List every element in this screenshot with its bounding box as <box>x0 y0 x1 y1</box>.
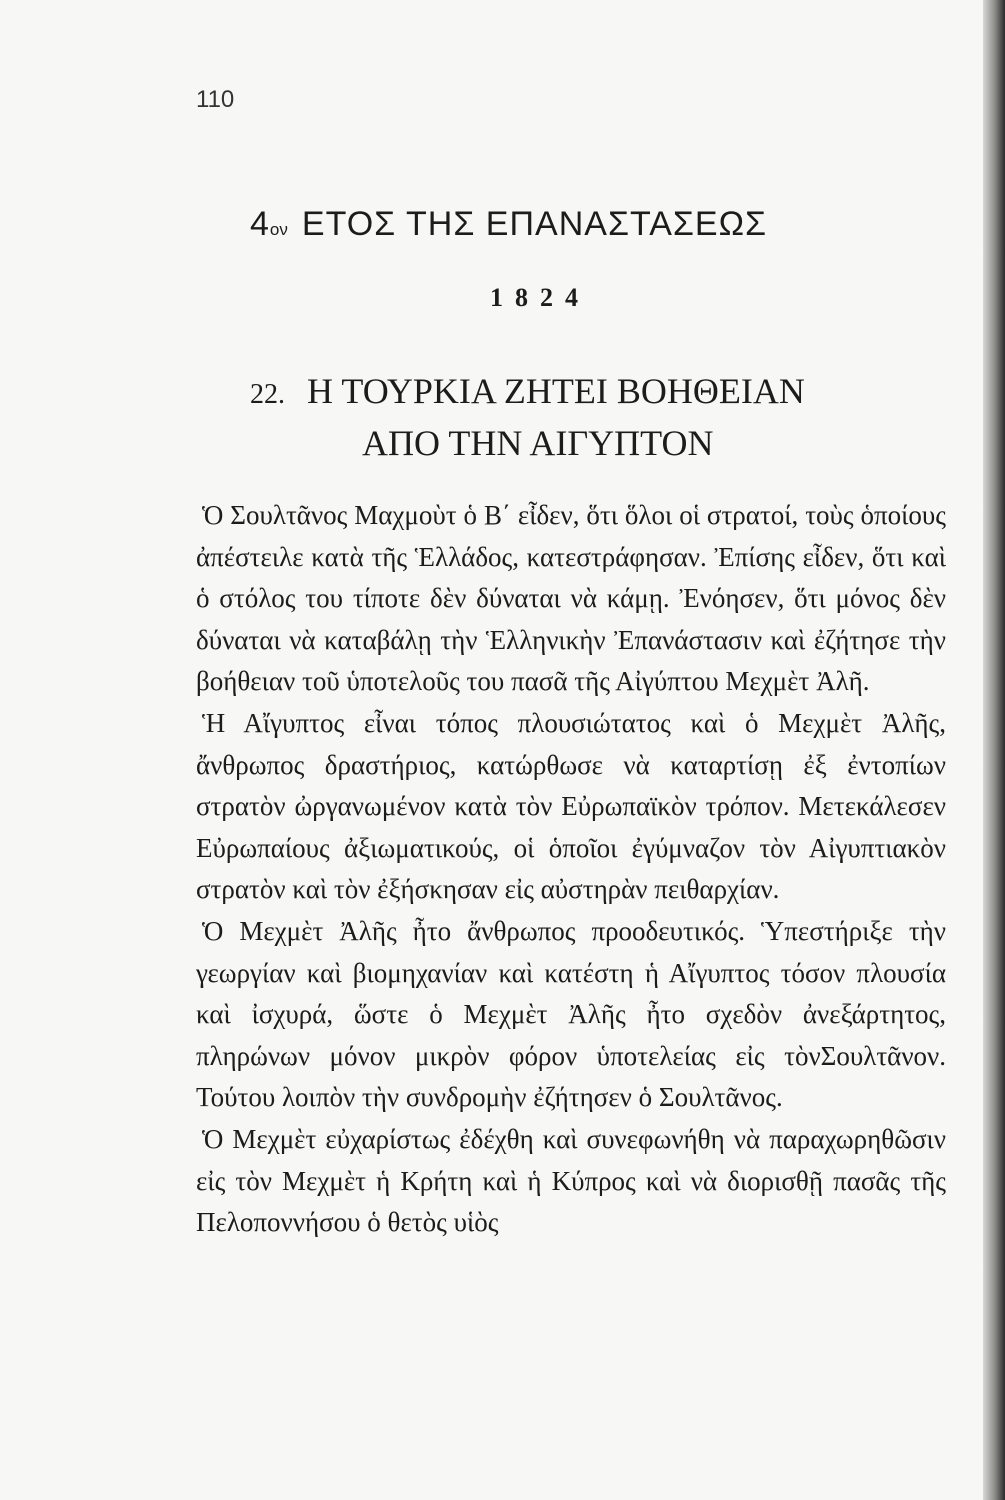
paragraph: Ἡ Αἴγυπτος εἶναι τόπος πλουσιώτατος καὶ ὁ Μεχμὲτ Ἀλῆς, ἄνθρωπος δραστήριος, κατώρθωσε νὰ καταρτίσῃ ἐξ ἐντοπίων στρατὸν ὠργανωμένον κατὰ τὸν Εὐρωπαϊκὸν τρόπον. Μετεκάλεσεν Εὐρωπαίους ἀξιωματικούς, οἱ ὁποῖοι ἐγύμναζον τὸν Αἰγυπτιακὸν στρατὸν καὶ τὸν ἐξήσκησαν εἰς αὐστηρὰν πειθαρχίαν. <box>196 707 946 905</box>
page-edge-shadow <box>983 0 1005 1500</box>
section-heading <box>250 205 767 244</box>
heading-ordinal-suffix: ον <box>269 220 288 239</box>
paragraph: Ὁ Μεχμὲτ εὐχαρίστως ἐδέχθη καὶ συνεφωνήθη νὰ παραχωρηθῶσιν εἰς τὸν Μεχμὲτ ἡ Κρήτη καὶ ἡ Κύπρος καὶ νὰ διορισθῇ πασᾶς τῆς Πελοποννήσου ὁ θετὸς υἱὸς <box>196 1123 946 1238</box>
chapter-title <box>250 367 870 467</box>
page-number: 110 <box>196 86 235 113</box>
chapter-title-line2: ΑΠΟ ΤΗΝ ΑΙΓΥΠΤΟΝ <box>362 423 714 463</box>
paragraph: Ὁ Μεχμὲτ Ἀλῆς ἦτο ἄνθρωπος προοδευτικός. Ὑπεστήριξε τὴν γεωργίαν καὶ βιομηχανίαν καὶ κατέστη ἡ Αἴγυπτος τόσον πλουσία καὶ ἰσχυρά, ὥστε ὁ Μεχμὲτ Ἀλῆς ἦτο σχεδὸν ἀνεξάρτητος, πληρώνων μόνον μικρὸν φόρον ὑποτελείας εἰς τὸνΣουλτᾶνον. Τούτου λοιπὸν τὴν συνδρομὴν ἐζήτησεν ὁ Σουλτᾶνος. <box>196 915 946 1113</box>
paragraph: Ὁ Σουλτᾶνος Μαχμοὺτ ὁ Β΄ εἶδεν, ὅτι ὅλοι οἱ στρατοί, τοὺς ὁποίους ἀπέστειλε κατὰ τῆς Ἑλλάδος, κατεστράφησαν. Ἐπίσης εἶδεν, ὅτι καὶ ὁ στόλος του τίποτε δὲν δύναται νὰ κάμῃ. Ἐνόησεν, ὅτι μόνος δὲν δύναται νὰ καταβάλῃ τὴν Ἑλληνικὴν Ἐπανάστασιν καὶ ἐζήτησε τὴν βοήθειαν τοῦ ὑποτελοῦς του πασᾶ τῆς Αἰγύπτου Μεχμὲτ Ἀλῆ. <box>196 500 946 697</box>
heading-title: ΕΤΟΣ ΤΗΣ ΕΠΑΝΑΣΤΑΣΕΩΣ <box>301 205 768 243</box>
chapter-title-text1: Η ΤΟΥΡΚΙΑ ΖΗΤΕΙ ΒΟΗΘΕΙΑΝ <box>307 371 805 411</box>
body-text <box>196 495 946 1244</box>
heading-year: 1824 <box>490 283 590 312</box>
chapter-title-line1 <box>250 367 870 419</box>
heading-ordinal: 4 <box>250 205 270 243</box>
chapter-number: 22. <box>250 379 285 410</box>
